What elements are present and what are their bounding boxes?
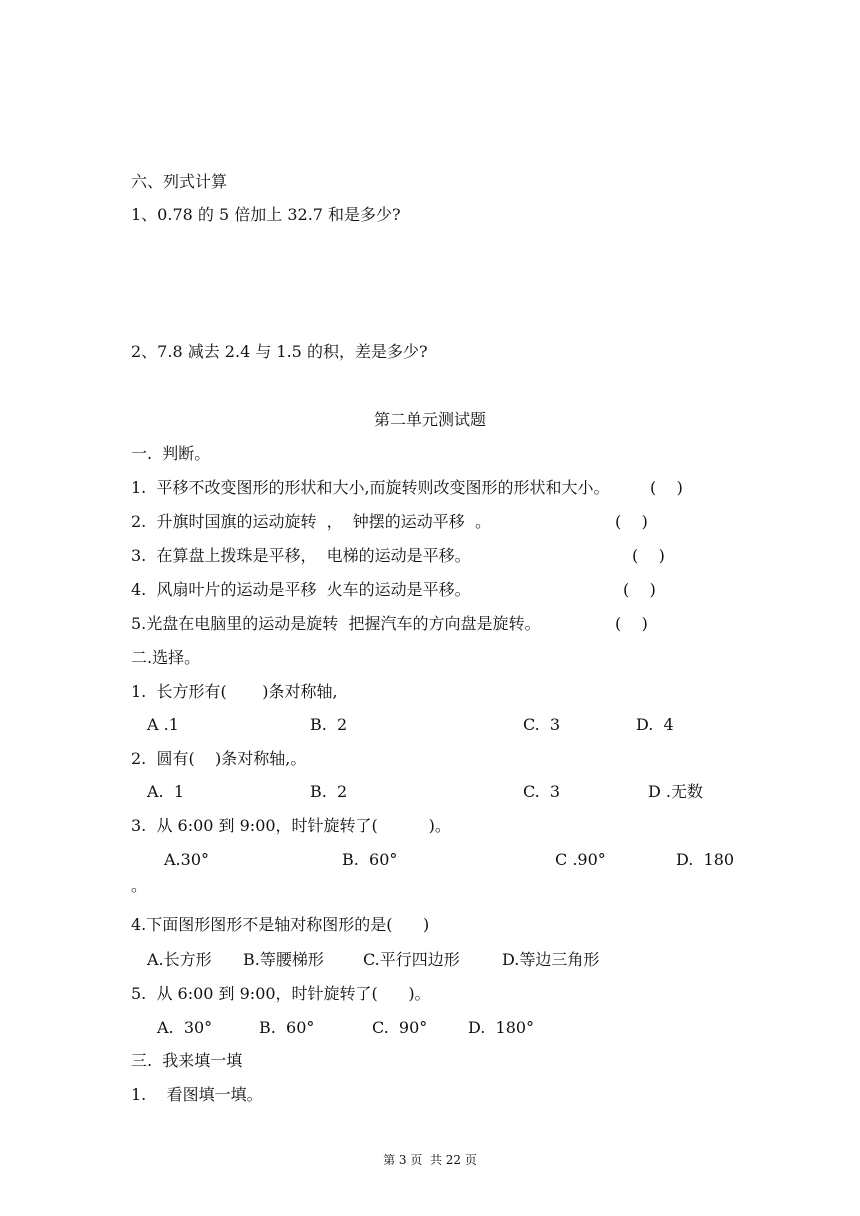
option-a: A. 1 bbox=[147, 782, 184, 801]
question-text: 3. 从 6:00 到 9:00，时针旋转了( )。 bbox=[131, 816, 451, 835]
section-heading: 二.选择。 bbox=[131, 648, 201, 667]
answer-paren: ( ) bbox=[623, 580, 656, 599]
question-text: 2、7.8 减去 2.4 与 1.5 的积，差是多少? bbox=[131, 342, 428, 361]
section-heading: 六、列式计算 bbox=[131, 172, 228, 191]
option-d: D. 180 bbox=[676, 850, 735, 869]
question-text: 4.下面图形图形不是轴对称图形的是( ) bbox=[131, 915, 430, 934]
question-text: 1. 长方形有( )条对称轴, bbox=[131, 682, 338, 701]
judge-item-text: 5.光盘在电脑里的运动是旋转 把握汽车的方向盘是旋转。 bbox=[131, 614, 541, 633]
judge-item-text: 4. 风扇叶片的运动是平移 火车的运动是平移。 bbox=[131, 580, 471, 599]
section-heading: 一. 判断。 bbox=[131, 444, 211, 463]
answer-paren: ( ) bbox=[615, 614, 648, 633]
judge-item-text: 2. 升旗时国旗的运动旋转 ， 钟摆的运动平移 。 bbox=[131, 512, 491, 531]
option-b: B. 60° bbox=[259, 1018, 315, 1037]
judge-item-text: 3. 在算盘上拨珠是平移， 电梯的运动是平移。 bbox=[131, 546, 471, 565]
answer-paren: ( ) bbox=[632, 546, 665, 565]
answer-paren: ( ) bbox=[615, 512, 648, 531]
option-b: B. 2 bbox=[310, 782, 348, 801]
judge-item-text: 1. 平移不改变图形的形状和大小,而旋转则改变图形的形状和大小。 bbox=[131, 478, 610, 497]
option-c: C .90° bbox=[555, 850, 606, 869]
section-heading: 三. 我来填一填 bbox=[131, 1051, 243, 1070]
question-text: 1、0.78 的 5 倍加上 32.7 和是多少? bbox=[131, 205, 401, 224]
option-b: B. 60° bbox=[342, 850, 398, 869]
answer-paren: ( ) bbox=[650, 478, 683, 497]
question-text: 2. 圆有( )条对称轴,。 bbox=[131, 749, 307, 768]
question-text: 1. 看图填一填。 bbox=[131, 1085, 263, 1104]
option-c: C.平行四边形 bbox=[363, 950, 460, 969]
option-d: D. 4 bbox=[636, 715, 674, 734]
option-c: C. 3 bbox=[523, 782, 561, 801]
option-a: A .1 bbox=[147, 715, 179, 734]
question-text: 5. 从 6:00 到 9:00，时针旋转了( )。 bbox=[131, 984, 431, 1003]
option-a: A.30° bbox=[164, 850, 209, 869]
option-d: D.等边三角形 bbox=[502, 950, 600, 969]
page-footer: 第 3 页 共 22 页 bbox=[383, 1153, 477, 1167]
option-d: D .无数 bbox=[648, 782, 704, 801]
option-d: D. 180° bbox=[468, 1018, 535, 1037]
option-b: B. 2 bbox=[310, 715, 348, 734]
option-c: C. 3 bbox=[523, 715, 561, 734]
option-c: C. 90° bbox=[372, 1018, 428, 1037]
punctuation-tail: 。 bbox=[131, 876, 148, 895]
page-title: 第二单元测试题 bbox=[373, 410, 486, 429]
option-a: A. 30° bbox=[157, 1018, 213, 1037]
option-a: A.长方形 bbox=[147, 950, 212, 969]
option-b: B.等腰梯形 bbox=[243, 950, 324, 969]
